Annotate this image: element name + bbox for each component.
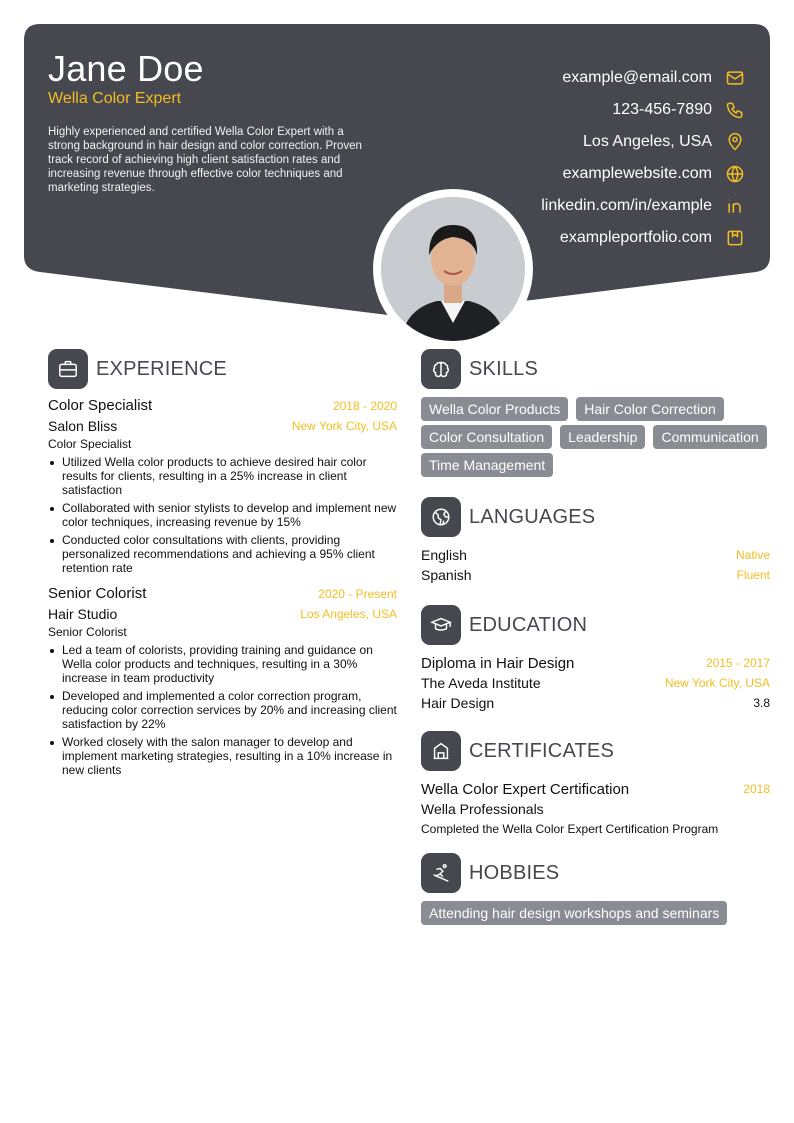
contact-phone[interactable] [366,94,746,126]
language-globe-icon [421,497,461,537]
job-subtitle: Senior Colorist [48,625,127,639]
language-level: Native [735,548,770,562]
job-dates: 2020 - Present [318,587,397,601]
institution-icon [421,731,461,771]
linkedin-icon [724,195,746,217]
contact-email-text[interactable]: example@email.com [562,69,712,86]
list-item: Led a team of colorists, providing training and guidance on Wella color products and techniques, resulting in a 30% increase in team productivity [48,643,397,685]
job-location: New York City, USA [291,419,397,433]
certificate-name: Wella Color Expert Certification [421,780,630,798]
education-gpa: 3.8 [753,696,770,710]
contact-portfolio-text[interactable]: exampleportfolio.com [559,229,712,246]
job-entry [48,585,397,777]
certificate-entry [421,779,770,839]
list-item: Conducted color consultations with clients, providing personalized recommendations and achieving a 95% client retention rate [48,533,397,575]
language-row [421,565,770,585]
certificate-issuer: Wella Professionals [421,801,544,817]
contact-email[interactable] [366,62,746,94]
skills-header [421,349,770,389]
job-bullets [48,643,397,777]
list-item: Developed and implemented a color correction program, reducing color correction services by 20% and increasing client satisfaction by 22% [48,689,397,731]
education-entry [421,653,770,713]
skill-tag: Color Consultation [421,425,552,449]
contact-phone-text[interactable]: 123-456-7890 [612,101,712,118]
education-degree: Diploma in Hair Design [421,654,575,672]
contact-linkedin-text[interactable]: linkedin.com/in/example [541,197,712,214]
languages-title: LANGUAGES [469,505,596,528]
education-dates: 2015 - 2017 [705,656,770,670]
job-company: Salon Bliss [48,418,118,434]
skills-tags [421,397,770,477]
candidate-role: Wella Color Expert [48,90,182,107]
experience-title: EXPERIENCE [96,357,227,380]
job-title: Color Specialist [48,397,153,414]
brain-icon [421,349,461,389]
candidate-name: Jane Doe [48,48,204,89]
certificate-year: 2018 [743,782,770,796]
job-subtitle: Color Specialist [48,437,132,451]
list-item: Utilized Wella color products to achieve desired hair color results for clients, resulting in a 25% increase in client satisfaction [48,455,397,497]
phone-icon [724,99,746,121]
experience-header [48,349,397,389]
certificates-title: CERTIFICATES [469,739,615,762]
education-location: New York City, USA [664,676,770,690]
job-location: Los Angeles, USA [300,607,397,621]
portfolio-icon [724,227,746,249]
list-item: Worked closely with the salon manager to develop and implement marketing strategies, resulting in a 10% increase in new clients [48,735,397,777]
language-name: Spanish [421,567,472,583]
profile-photo [381,197,525,341]
language-row [421,545,770,565]
contact-website[interactable] [366,158,746,190]
hobby-tag: Attending hair design workshops and seminars [421,901,727,925]
hobbies-tags [421,901,770,925]
certificates-header [421,731,770,771]
contact-location [366,126,746,158]
skill-tag: Hair Color Correction [576,397,723,421]
hobbies-title: HOBBIES [469,861,560,884]
education-header [421,605,770,645]
job-company: Hair Studio [48,606,118,622]
education-title: EDUCATION [469,613,588,636]
education-field: Hair Design [421,695,495,711]
education-school: The Aveda Institute [421,675,541,691]
languages-header [421,497,770,537]
contact-website-text[interactable]: examplewebsite.com [562,165,712,182]
profile-summary: Highly experienced and certified Wella Color Expert with a strong background in hair design and color correction. Proven track record of achieving high client satisfaction rates and increasing revenue through effective color techniques and marketing strategies. [48,126,362,194]
skill-tag: Communication [653,425,766,449]
contact-location-text: Los Angeles, USA [583,133,712,150]
job-dates: 2018 - 2020 [332,399,397,413]
job-title: Senior Colorist [48,585,147,602]
language-level: Fluent [736,568,770,582]
skill-tag: Wella Color Products [421,397,568,421]
certificate-description: Completed the Wella Color Expert Certification Program [421,822,719,836]
left-column [48,349,397,787]
skills-title: SKILLS [469,357,539,380]
language-name: English [421,547,467,563]
globe-icon [724,163,746,185]
location-pin-icon [724,131,746,153]
briefcase-icon [48,349,88,389]
job-bullets [48,455,397,575]
skill-tag: Time Management [421,453,553,477]
list-item: Collaborated with senior stylists to develop and implement new color techniques, increasing revenue by 15% [48,501,397,529]
languages-list [421,545,770,585]
right-column [421,349,770,925]
email-icon [724,67,746,89]
graduation-cap-icon [421,605,461,645]
job-entry [48,397,397,575]
skill-tag: Leadership [560,425,645,449]
hobbies-header [421,853,770,893]
skiing-icon [421,853,461,893]
